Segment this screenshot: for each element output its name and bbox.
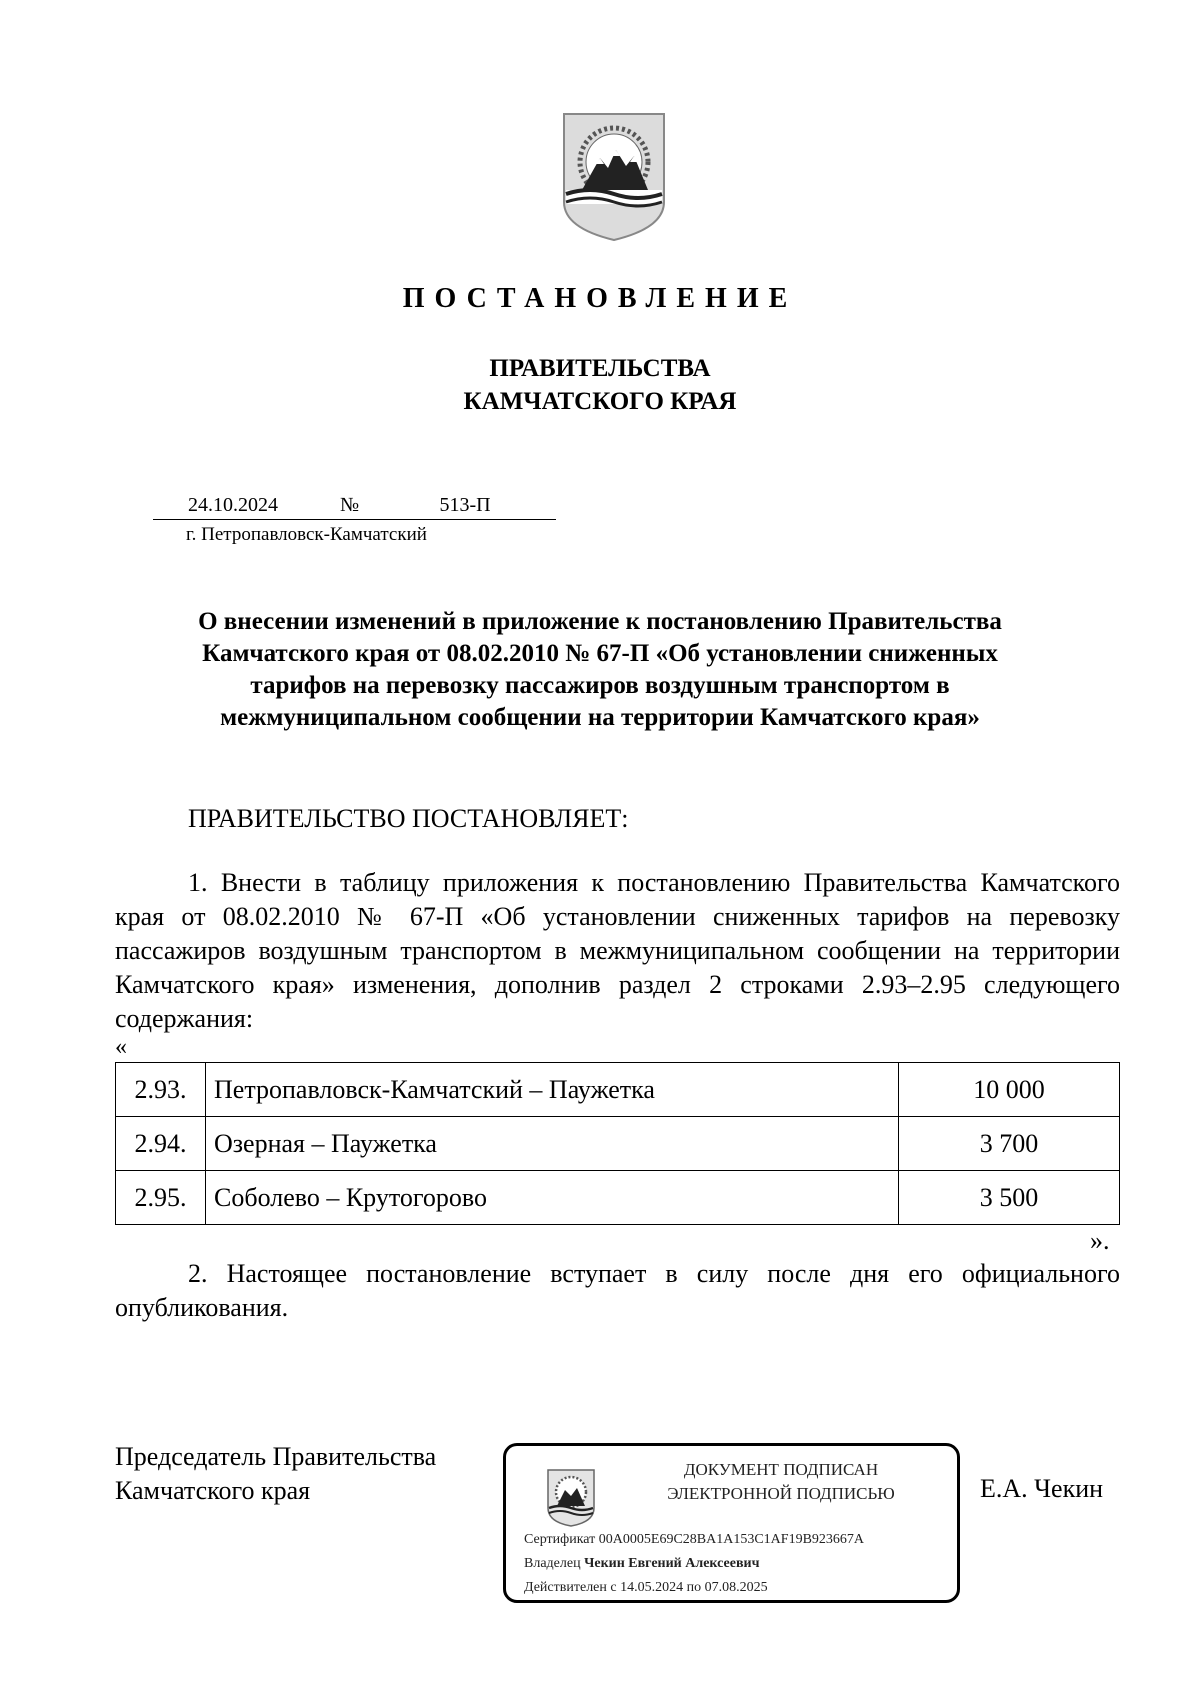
paragraph-2: 2. Настоящее постановление вступает в силу после дня его официального опубликования. (115, 1259, 1120, 1322)
date-number-underline (153, 519, 556, 520)
resolve-heading: ПРАВИТЕЛЬСТВО ПОСТАНОВЛЯЕТ: (188, 804, 629, 833)
owner-value: Чекин Евгений Алексеевич (584, 1556, 760, 1571)
table-row (116, 1171, 1120, 1225)
route: Соболево – Крутогорово (206, 1171, 899, 1225)
number-sign: № (340, 494, 360, 516)
certificate-label: Сертификат (524, 1532, 596, 1547)
signer-name: Е.А. Чекин (980, 1474, 1104, 1503)
validity-line (524, 1580, 768, 1596)
paragraph-1: 1. Внести в таблицу приложения к постановлению Правительства Камчатского края от 08.02.2010 № 67-П «Об установлении сниженных тарифов на перевозку пассажиров воздушным транспортом в межмуниципальном сообщении на территории Камчатского края» изменения, дополнив раздел 2 строками 2.93–2.95 следующего содержания: (115, 868, 1120, 1033)
stamp-emblem-icon (546, 1468, 596, 1528)
document-subject (130, 606, 1070, 734)
valid-to: 07.08.2025 (704, 1580, 768, 1595)
fare: 10 000 (899, 1063, 1120, 1117)
stamp-heading (616, 1458, 946, 1506)
opening-quote: « (115, 1034, 127, 1060)
certificate-line (524, 1532, 864, 1548)
valid-from-label: с (610, 1580, 617, 1595)
route: Озерная – Паужетка (206, 1117, 899, 1171)
position-line-1: Председатель Правительства (115, 1442, 437, 1471)
subject-line-4: межмуниципальном сообщении на территории Камчатского края» (220, 704, 980, 731)
coat-of-arms-emblem (560, 110, 668, 244)
stamp-heading-line-2: ЭЛЕКТРОННОЙ ПОДПИСЬЮ (667, 1484, 895, 1503)
subject-line-1: О внесении изменений в приложение к постановлению Правительства (198, 608, 1002, 635)
row-number: 2.94. (116, 1117, 206, 1171)
position-line-2: Камчатского края (115, 1476, 311, 1505)
issuing-authority (0, 352, 1200, 418)
document-type-title: ПОСТАНОВЛЕНИЕ (402, 283, 798, 314)
document-number: 513-П (439, 494, 491, 516)
fare-table (115, 1062, 1120, 1225)
authority-line-2: КАМЧАТСКОГО КРАЯ (463, 388, 737, 415)
table-row (116, 1117, 1120, 1171)
valid-to-label: по (686, 1580, 702, 1595)
fare: 3 700 (899, 1117, 1120, 1171)
electronic-signature-stamp (503, 1443, 960, 1603)
row-number: 2.93. (116, 1063, 206, 1117)
subject-line-3: тарифов на перевозку пассажиров воздушным транспортом в (250, 672, 950, 699)
owner-label: Владелец (524, 1556, 581, 1571)
valid-label: Действителен (524, 1580, 607, 1595)
valid-from: 14.05.2024 (620, 1580, 684, 1595)
document-date: 24.10.2024 (188, 494, 278, 516)
route: Петропавловск-Камчатский – Паужетка (206, 1063, 899, 1117)
certificate-value: 00A0005E69C28BA1A153C1AF19B923667A (598, 1532, 865, 1547)
stamp-heading-line-1: ДОКУМЕНТ ПОДПИСАН (683, 1460, 879, 1479)
table-row (116, 1063, 1120, 1117)
owner-line (524, 1556, 759, 1572)
row-number: 2.95. (116, 1171, 206, 1225)
signatory-position (115, 1440, 436, 1508)
subject-line-2: Камчатского края от 08.02.2010 № 67-П «Об установлении сниженных (202, 640, 998, 667)
closing-quote: ». (1090, 1226, 1110, 1255)
authority-line-1: ПРАВИТЕЛЬСТВА (489, 355, 711, 382)
fare: 3 500 (899, 1171, 1120, 1225)
issue-city: г. Петропавловск-Камчатский (186, 524, 427, 545)
